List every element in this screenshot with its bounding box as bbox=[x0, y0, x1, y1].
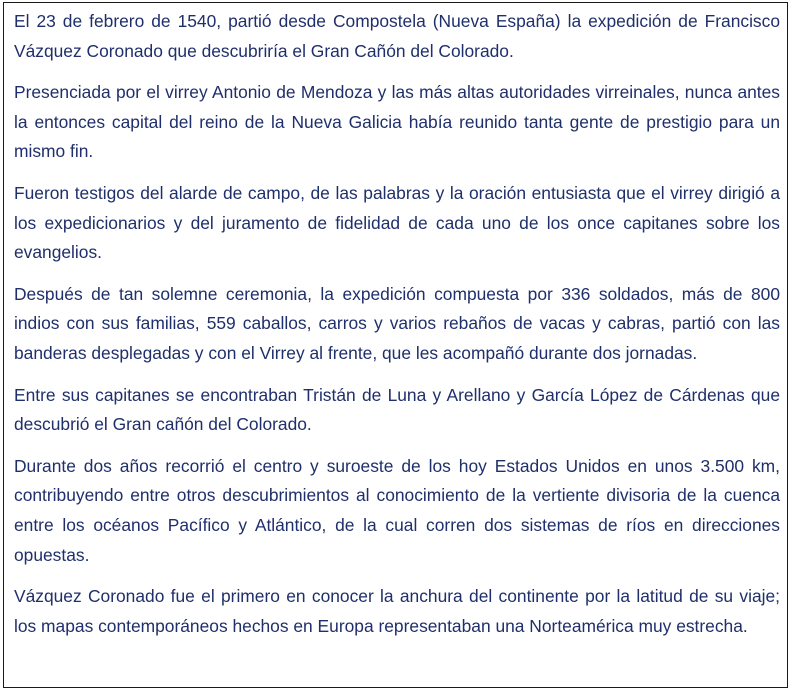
document-text-box bbox=[3, 2, 788, 688]
paragraph-3: Fueron testigos del alarde de campo, de las palabras y la oración entusiasta que el virrey dirigió a los expedicionarios y del juramento de fidelidad de cada uno de los once capitanes sobre los evangelios. bbox=[14, 182, 780, 263]
paragraph-7: Vázquez Coronado fue el primero en conocer la anchura del continente por la latitud de su viaje; los mapas contemporáneos hechos en Europa representaban una Norteamérica muy estrecha. bbox=[14, 586, 780, 636]
paragraph-1: El 23 de febrero de 1540, partió desde Compostela (Nueva España) la expedición de Francisco Vázquez Coronado que descubriría el Gran Cañón del Colorado. bbox=[14, 11, 780, 61]
paragraph-4: Después de tan solemne ceremonia, la expedición compuesta por 336 soldados, más de 800 indios con sus familias, 559 caballos, carros y varios rebaños de vacas y cabras, partió con las banderas desplegadas y con el Virrey al frente, que les acompañó durante dos jornadas. bbox=[14, 283, 780, 363]
paragraph-6: Durante dos años recorrió el centro y suroeste de los hoy Estados Unidos en unos 3.500 km, contribuyendo entre otros descubrimientos al conocimiento de la vertiente divisoria de la cuenca entre los océanos Pacífico y Atlántico, de la cual corren dos sistemas de ríos en direcciones opuestas. bbox=[14, 455, 780, 565]
paragraph-5: Entre sus capitanes se encontraban Tristán de Luna y Arellano y García López de Cárdenas que descubrió el Gran cañón del Colorado. bbox=[14, 384, 780, 435]
paragraph-2: Presenciada por el virrey Antonio de Mendoza y las más altas autoridades virreinales, nunca antes la entonces capital del reino de la Nueva Galicia había reunido tanta gente de prestigio para un mismo fin. bbox=[14, 82, 780, 162]
